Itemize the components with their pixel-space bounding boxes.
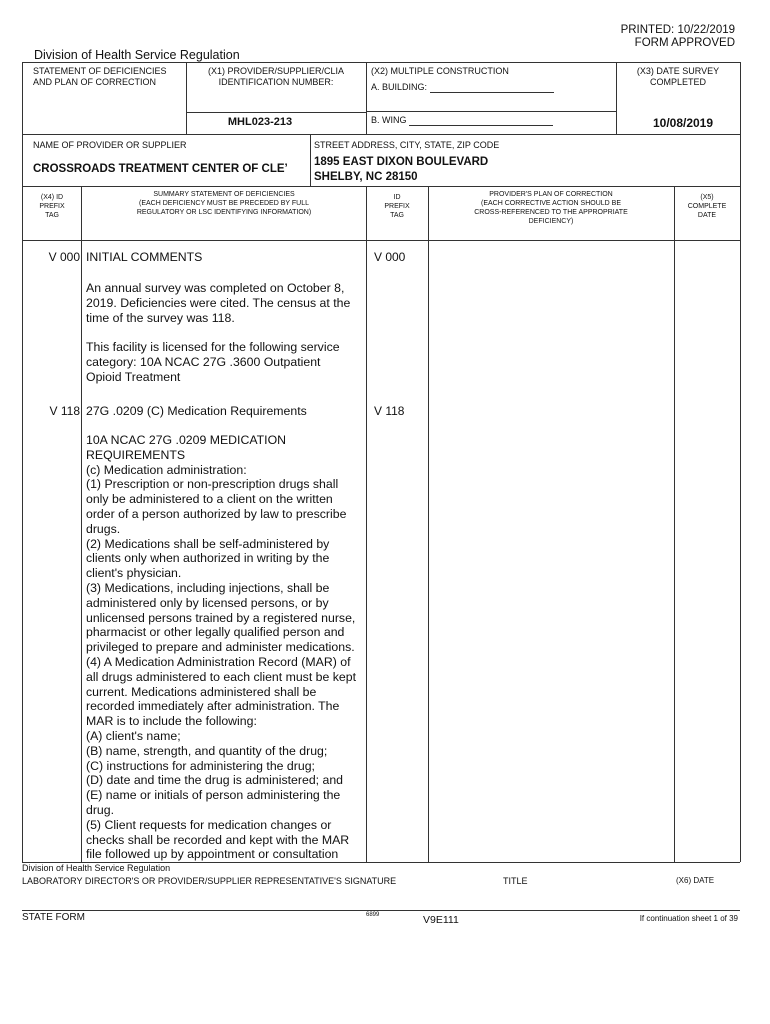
continuation-sheet: If continuation sheet 1 of 39 xyxy=(639,914,738,923)
building-field xyxy=(430,83,554,93)
wing-label: B. WING xyxy=(371,115,407,125)
x1-label: (X1) PROVIDER/SUPPLIER/CLIA IDENTIFICATION NUMBER: xyxy=(207,66,345,87)
signature-label: LABORATORY DIRECTOR'S OR PROVIDER/SUPPLIER REPRESENTATIVE'S SIGNATURE xyxy=(22,876,397,886)
form-approved: FORM APPROVED xyxy=(634,37,735,49)
address-line-1: 1895 EAST DIXON BOULEVARD xyxy=(314,156,489,168)
col-plan: PROVIDER'S PLAN OF CORRECTION (EACH CORRECTIVE ACTION SHOULD BE CROSS-REFERENCED TO THE APPROPRIATE DEFICIENCY) xyxy=(474,191,628,225)
provider-name: CROSSROADS TREATMENT CENTER OF CLEʼ xyxy=(33,163,288,175)
agency-title: Division of Health Service Regulation xyxy=(34,48,240,62)
event-id: V9E111 xyxy=(423,914,459,926)
entry-1-prefix: V 000 xyxy=(48,250,80,264)
x2-label: (X2) MULTIPLE CONSTRUCTION xyxy=(371,66,509,76)
x3-label: (X3) DATE SURVEY COMPLETED xyxy=(636,66,720,87)
col-x5-date: (X5) COMPLETE DATE xyxy=(687,194,727,219)
survey-completed-date: 10/08/2019 xyxy=(652,116,714,130)
printed-date: PRINTED: 10/22/2019 xyxy=(620,24,735,36)
entry-2-prefix: V 118 xyxy=(49,404,80,418)
statement-label: STATEMENT OF DEFICIENCIES AND PLAN OF CORRECTION xyxy=(33,66,167,87)
col-summary: SUMMARY STATEMENT OF DEFICIENCIES (EACH DEFICIENCY MUST BE PRECEDED BY FULL REGULATORY OR LSC IDENTIFYING INFORMATION) xyxy=(136,191,312,216)
state-form-label: STATE FORM xyxy=(22,912,85,923)
form-code: 6899 xyxy=(366,912,380,918)
entry-2-regulation-text: 10A NCAC 27G .0209 MEDICATION REQUIREMENTS (c) Medication administration: (1) Prescription or non-prescription drugs shall only be administered to a client on the written order of a person authorized by law to prescribe drugs. (2) Medications shall be self-administered by clients only when authorized in writing by the client's physician. (3) Medications, including injections, shall be administered only by licensed persons, or by unlicensed persons trained by a registered nurse, pharmacist or other legally qualified person and privileged to prepare and administer medications. (4) A Medication Administration Record (MAR) of all drugs administered to each client must be kept current. Medications administered shall be recorded immediately after administration. The MAR is to include the following: (A) client's name; (B) name, strength, and quantity of the drug; (C) instructions for administering the drug; (D) date and time the drug is administered; and (E) name or initials of person administering the drug. (5) Client requests for medication changes or checks shall be recorded and kept with the MAR file followed up by appointment or consultation xyxy=(86,433,356,862)
title-label: TITLE xyxy=(503,876,528,886)
provider-name-label: NAME OF PROVIDER OR SUPPLIER xyxy=(33,140,187,150)
address-line-2: SHELBY, NC 28150 xyxy=(314,171,418,183)
entry-1-id-prefix: V 000 xyxy=(374,250,406,264)
footer-agency: Division of Health Service Regulation xyxy=(22,863,171,873)
building-label: A. BUILDING: xyxy=(371,82,428,92)
entry-1-paragraph-2: This facility is licensed for the following service category: 10A NCAC 27G .3600 Outpatient Opioid Treatment xyxy=(86,340,340,384)
col-x4-prefix: (X4) ID PREFIX TAG xyxy=(39,194,65,219)
entry-1-title: INITIAL COMMENTS xyxy=(86,250,203,264)
wing-field xyxy=(409,116,553,126)
col-id-prefix: ID PREFIX TAG xyxy=(384,194,410,219)
entry-2-title: 27G .0209 (C) Medication Requirements xyxy=(86,404,307,418)
entry-1-paragraph-1: An annual survey was completed on October 8, 2019. Deficiencies were cited. The census at the time of the survey was 118. xyxy=(86,281,351,325)
address-label: STREET ADDRESS, CITY, STATE, ZIP CODE xyxy=(314,140,500,150)
x6-date-label: (X6) DATE xyxy=(676,876,715,885)
provider-id-number: MHL023-213 xyxy=(227,116,293,128)
building-line xyxy=(371,82,554,93)
wing-line xyxy=(371,115,553,126)
entry-2-id-prefix: V 118 xyxy=(374,404,405,418)
